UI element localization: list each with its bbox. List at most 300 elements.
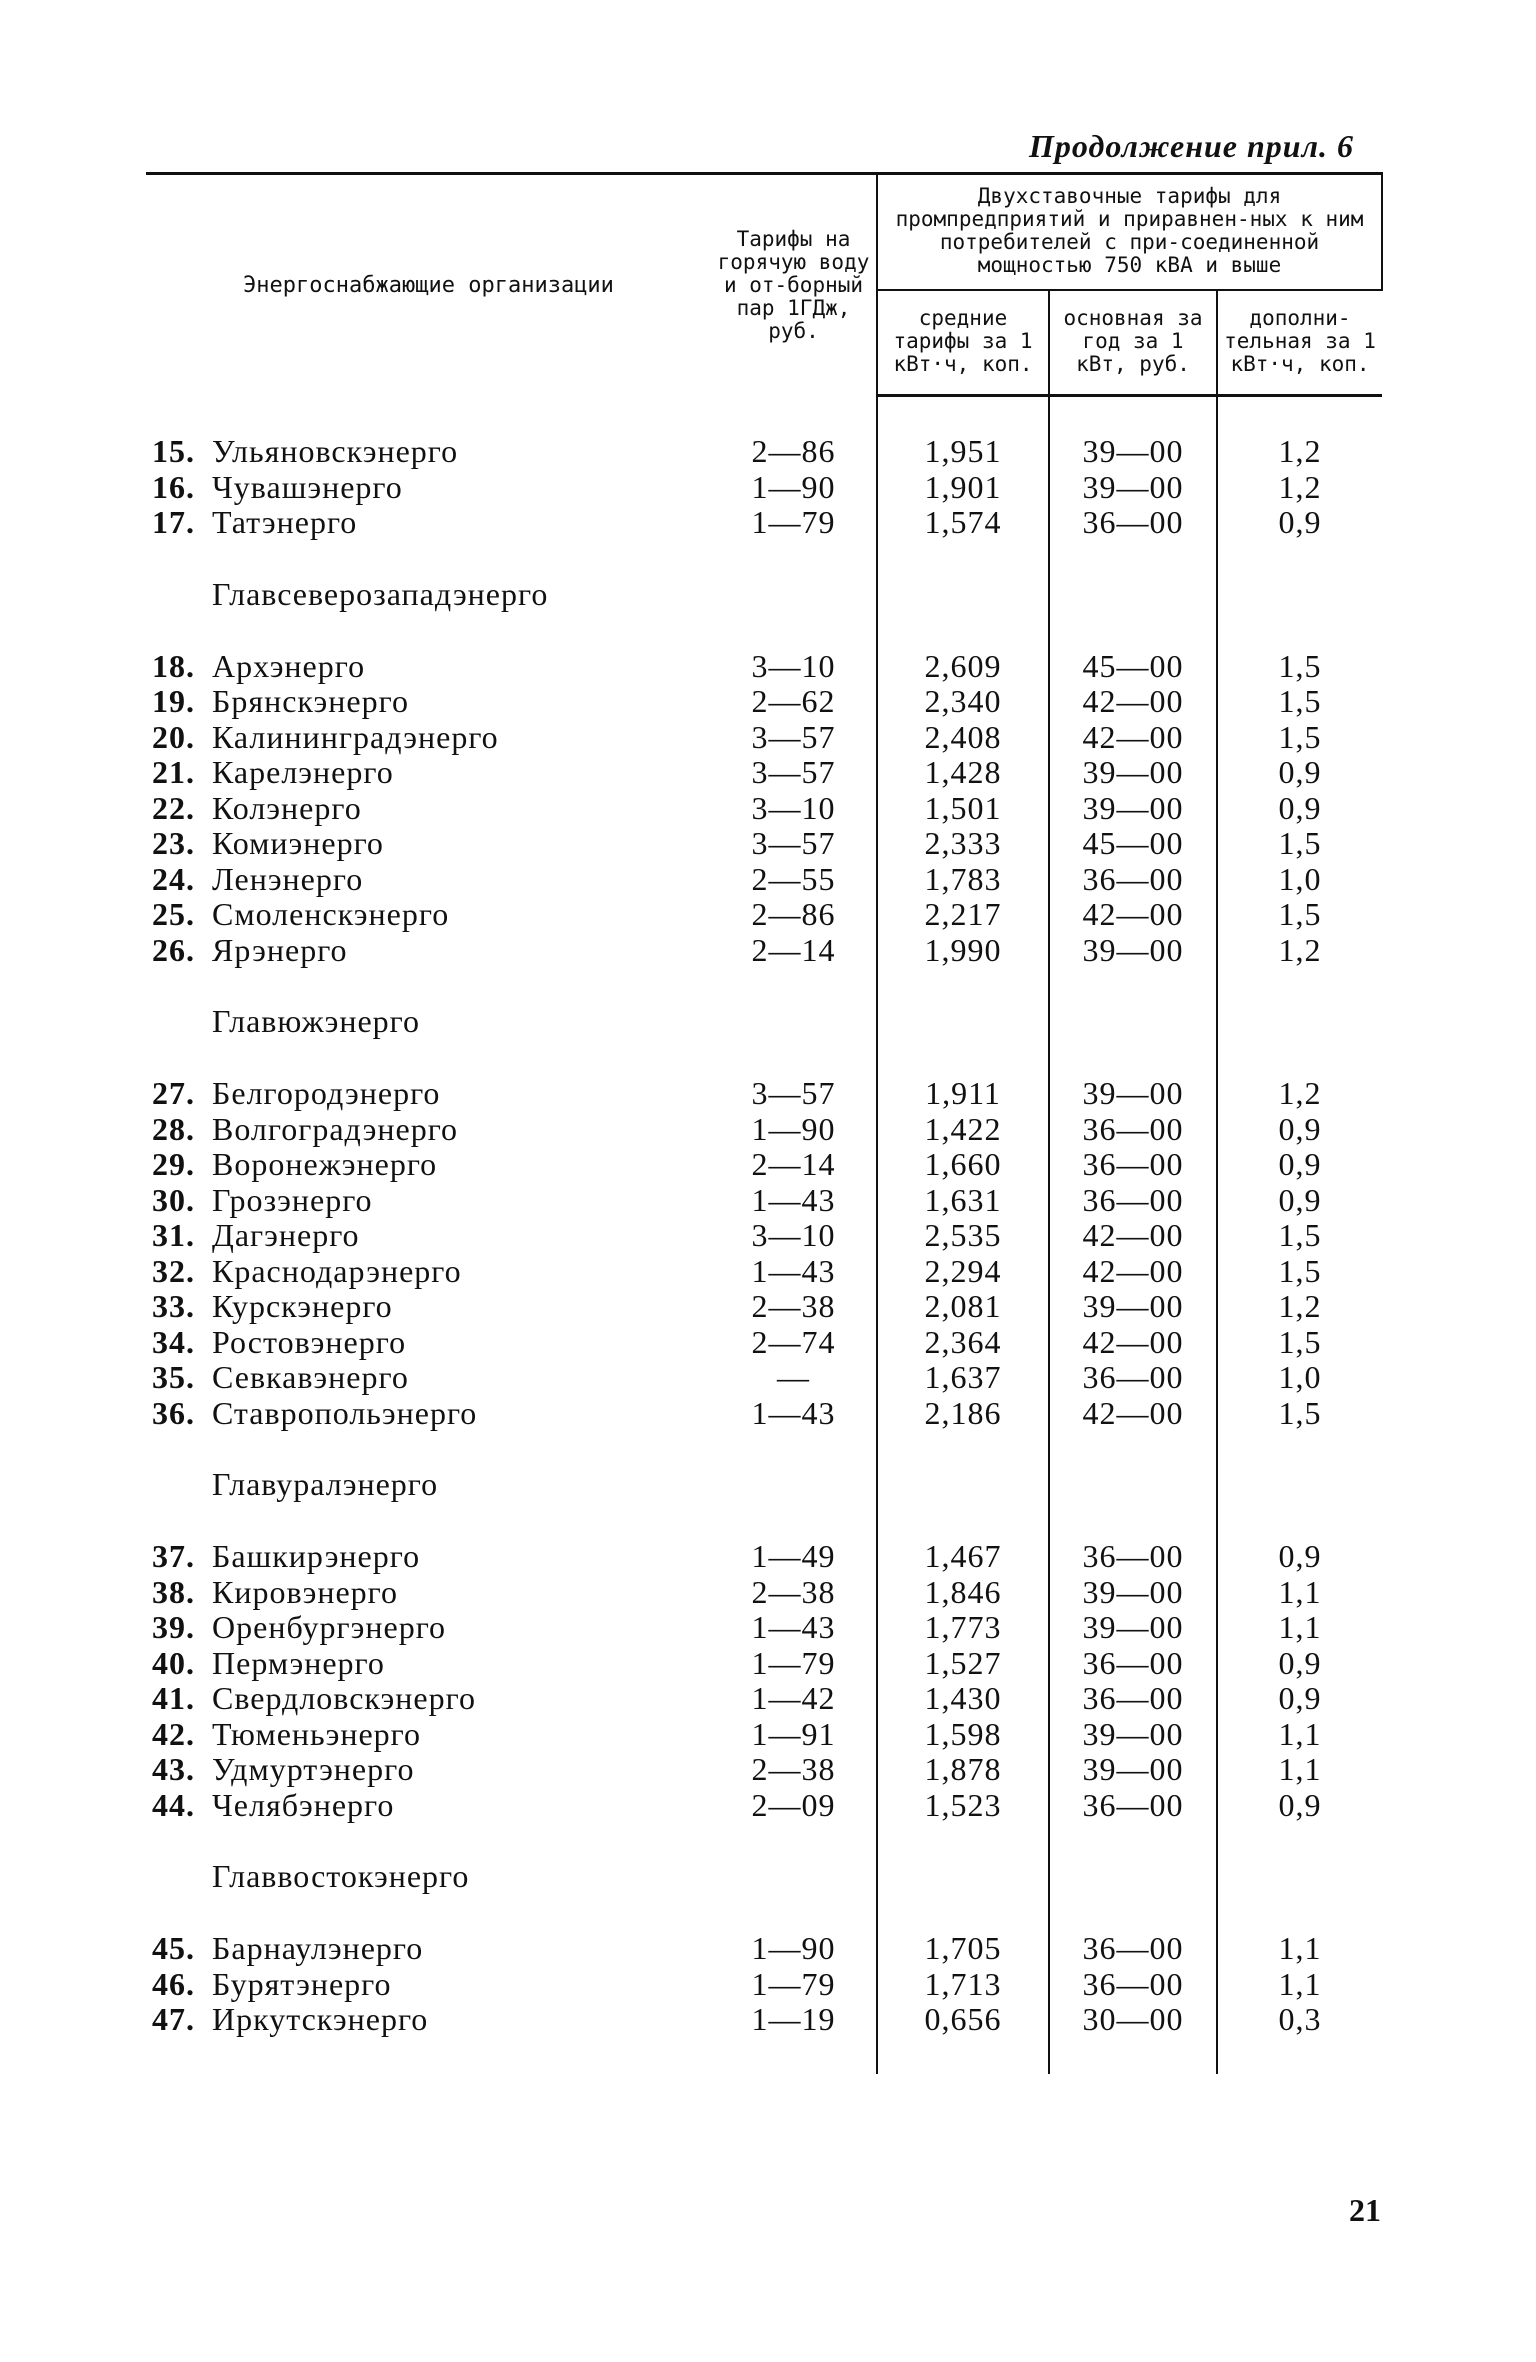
steam-tariff-cell: — bbox=[711, 1360, 877, 1396]
org-cell bbox=[146, 826, 711, 862]
additional-tariff-cell: 1,1 bbox=[1278, 1715, 1322, 1752]
steam-tariff-cell: 2—38 bbox=[711, 1289, 877, 1325]
table-row bbox=[146, 1218, 1382, 1254]
org-name: Ульяновскэнерго bbox=[212, 433, 459, 469]
table-row bbox=[146, 1183, 1382, 1219]
table-row bbox=[146, 755, 1382, 791]
avg-tariff-cell: 2,535 bbox=[877, 1218, 1049, 1254]
spacer-cell bbox=[877, 1895, 1049, 1931]
row-number: 35. bbox=[152, 1359, 195, 1395]
additional-tariff-cell: 1,5 bbox=[1278, 825, 1322, 861]
additional-tariff-cell: 0,9 bbox=[1278, 1680, 1322, 1716]
table-row bbox=[146, 1076, 1382, 1112]
org-cell bbox=[146, 1575, 711, 1611]
additional-tariff-cell: 0,9 bbox=[1278, 1110, 1322, 1147]
steam-tariff-cell: 2—86 bbox=[711, 897, 877, 933]
steam-tariff-cell: 1—90 bbox=[711, 470, 877, 506]
table-row bbox=[146, 1360, 1382, 1396]
row-number: 36. bbox=[152, 1394, 195, 1431]
basic-tariff-cell: 42—00 bbox=[1049, 1218, 1217, 1254]
additional-tariff-cell: 1,0 bbox=[1278, 1359, 1322, 1395]
steam-tariff-cell: 2—62 bbox=[711, 684, 877, 720]
spacer-cell bbox=[1217, 541, 1382, 577]
table-row bbox=[146, 1289, 1382, 1325]
spacer-cell bbox=[1217, 968, 1382, 1004]
basic-tariff-cell: 30—00 bbox=[1049, 2002, 1217, 2038]
additional-tariff-cell: 1,5 bbox=[1278, 896, 1322, 932]
steam-tariff-cell: 1—42 bbox=[711, 1681, 877, 1717]
spacer-cell bbox=[877, 2038, 1049, 2074]
row-number: 15. bbox=[152, 433, 195, 469]
spacer-cell bbox=[711, 613, 877, 649]
empty-cell bbox=[1217, 1859, 1382, 1895]
avg-tariff-cell: 2,081 bbox=[877, 1289, 1049, 1325]
org-name: Тюменьэнерго bbox=[212, 1715, 421, 1752]
additional-tariff-cell: 1,2 bbox=[1278, 468, 1322, 505]
empty-cell bbox=[1217, 577, 1382, 613]
org-cell bbox=[146, 2002, 711, 2038]
steam-tariff-cell: 1—43 bbox=[711, 1254, 877, 1290]
basic-tariff-cell: 39—00 bbox=[1049, 791, 1217, 827]
org-name: Башкирэнерго bbox=[212, 1538, 421, 1574]
additional-tariff-cell: 1,5 bbox=[1278, 683, 1322, 719]
additional-tariff-cell: 0,9 bbox=[1278, 1146, 1322, 1182]
spacer-cell bbox=[711, 1503, 877, 1539]
table-row bbox=[146, 1788, 1382, 1824]
org-cell bbox=[146, 1646, 711, 1682]
header-basic-tariff: основная за год за 1 кВт, руб. bbox=[1049, 290, 1217, 396]
row-number: 22. bbox=[152, 789, 195, 826]
avg-tariff-cell: 2,340 bbox=[877, 684, 1049, 720]
avg-tariff-cell: 1,911 bbox=[877, 1076, 1049, 1112]
additional-tariff-cell: 0,9 bbox=[1278, 1786, 1322, 1823]
table-row bbox=[146, 897, 1382, 933]
empty-cell bbox=[711, 1004, 877, 1040]
steam-tariff-cell: 2—09 bbox=[711, 1788, 877, 1824]
spacer-row bbox=[146, 2038, 1382, 2074]
table-row bbox=[146, 1325, 1382, 1361]
avg-tariff-cell: 1,467 bbox=[877, 1539, 1049, 1575]
empty-cell bbox=[711, 1467, 877, 1503]
additional-tariff-cell: 1,1 bbox=[1278, 1965, 1322, 2002]
row-number: 19. bbox=[152, 683, 195, 719]
spacer-row bbox=[146, 541, 1382, 577]
empty-cell bbox=[1049, 577, 1217, 613]
steam-tariff-cell: 3—57 bbox=[711, 826, 877, 862]
org-cell bbox=[146, 933, 711, 969]
empty-cell bbox=[1217, 1004, 1382, 1040]
row-number: 33. bbox=[152, 1288, 195, 1324]
org-cell bbox=[146, 1396, 711, 1432]
org-name: Курскэнерго bbox=[212, 1288, 393, 1324]
steam-tariff-cell: 1—19 bbox=[711, 2002, 877, 2038]
org-name: Удмуртэнерго bbox=[212, 1751, 415, 1787]
spacer-cell bbox=[711, 2038, 877, 2074]
org-name: Брянскэнерго bbox=[212, 683, 409, 719]
row-number: 46. bbox=[152, 1965, 195, 2002]
org-cell bbox=[146, 1788, 711, 1824]
table-body bbox=[146, 396, 1382, 2074]
row-number: 20. bbox=[152, 718, 195, 755]
spacer-cell bbox=[877, 396, 1049, 435]
spacer-cell bbox=[146, 1040, 711, 1076]
avg-tariff-cell: 2,364 bbox=[877, 1325, 1049, 1361]
row-number: 18. bbox=[152, 647, 195, 684]
empty-cell bbox=[1049, 1004, 1217, 1040]
row-number: 39. bbox=[152, 1609, 195, 1645]
table-row bbox=[146, 791, 1382, 827]
spacer-cell bbox=[877, 968, 1049, 1004]
empty-cell bbox=[711, 577, 877, 613]
basic-tariff-cell: 36—00 bbox=[1049, 1681, 1217, 1717]
steam-tariff-cell: 1—43 bbox=[711, 1396, 877, 1432]
row-number: 25. bbox=[152, 896, 195, 932]
org-name: Барнаулэнерго bbox=[212, 1930, 424, 1966]
org-name: Оренбургэнерго bbox=[212, 1609, 447, 1645]
row-number: 42. bbox=[152, 1715, 195, 1752]
additional-tariff-cell: 1,2 bbox=[1278, 931, 1322, 968]
steam-tariff-cell: 2—38 bbox=[711, 1752, 877, 1788]
basic-tariff-cell: 42—00 bbox=[1049, 897, 1217, 933]
org-cell bbox=[146, 434, 711, 470]
basic-tariff-cell: 45—00 bbox=[1049, 649, 1217, 685]
table-row bbox=[146, 684, 1382, 720]
avg-tariff-cell: 1,783 bbox=[877, 862, 1049, 898]
basic-tariff-cell: 39—00 bbox=[1049, 434, 1217, 470]
avg-tariff-cell: 1,574 bbox=[877, 505, 1049, 541]
table-row bbox=[146, 1254, 1382, 1290]
org-name: Калининградэнерго bbox=[212, 718, 499, 755]
additional-tariff-cell: 1,1 bbox=[1278, 1751, 1322, 1787]
spacer-cell bbox=[1217, 613, 1382, 649]
avg-tariff-cell: 0,656 bbox=[877, 2002, 1049, 2038]
spacer-cell bbox=[711, 1431, 877, 1467]
spacer-cell bbox=[146, 2038, 711, 2074]
row-number: 17. bbox=[152, 504, 195, 540]
avg-tariff-cell: 2,333 bbox=[877, 826, 1049, 862]
org-cell bbox=[146, 1539, 711, 1575]
basic-tariff-cell: 36—00 bbox=[1049, 1646, 1217, 1682]
avg-tariff-cell: 1,901 bbox=[877, 470, 1049, 506]
additional-tariff-cell: 1,1 bbox=[1278, 1573, 1322, 1610]
table-row bbox=[146, 505, 1382, 541]
empty-cell bbox=[877, 1467, 1049, 1503]
row-number: 28. bbox=[152, 1110, 195, 1147]
basic-tariff-cell: 36—00 bbox=[1049, 1147, 1217, 1183]
avg-tariff-cell: 1,430 bbox=[877, 1681, 1049, 1717]
spacer-cell bbox=[146, 968, 711, 1004]
spacer-cell bbox=[1049, 1823, 1217, 1859]
additional-tariff-cell: 0,9 bbox=[1278, 504, 1322, 540]
basic-tariff-cell: 42—00 bbox=[1049, 1396, 1217, 1432]
table-row bbox=[146, 720, 1382, 756]
table-row bbox=[146, 2002, 1382, 2038]
spacer-cell bbox=[877, 1431, 1049, 1467]
row-number: 44. bbox=[152, 1786, 195, 1823]
steam-tariff-cell: 2—86 bbox=[711, 434, 877, 470]
basic-tariff-cell: 36—00 bbox=[1049, 1112, 1217, 1148]
spacer-cell bbox=[146, 613, 711, 649]
spacer-cell bbox=[1049, 1503, 1217, 1539]
org-name: Ставропольэнерго bbox=[212, 1394, 478, 1431]
table-row bbox=[146, 1967, 1382, 2003]
header-two-part-tariffs: Двухставочные тарифы для промпредприятий и приравнен-ных к ним потребителей с при-соединенной мощностью 750 кВА и выше bbox=[877, 174, 1382, 291]
avg-tariff-cell: 1,660 bbox=[877, 1147, 1049, 1183]
table-row bbox=[146, 1752, 1382, 1788]
org-name: Белгородэнерго bbox=[212, 1075, 441, 1111]
spacer-cell bbox=[1049, 396, 1217, 435]
basic-tariff-cell: 36—00 bbox=[1049, 862, 1217, 898]
avg-tariff-cell: 1,878 bbox=[877, 1752, 1049, 1788]
spacer-cell bbox=[711, 1895, 877, 1931]
org-name: Краснодарэнерго bbox=[212, 1252, 462, 1289]
additional-tariff-cell: 0,9 bbox=[1278, 789, 1322, 826]
org-cell bbox=[146, 1610, 711, 1646]
row-number: 40. bbox=[152, 1644, 195, 1681]
avg-tariff-cell: 1,523 bbox=[877, 1788, 1049, 1824]
basic-tariff-cell: 42—00 bbox=[1049, 684, 1217, 720]
org-cell bbox=[146, 1931, 711, 1967]
steam-tariff-cell: 1—90 bbox=[711, 1931, 877, 1967]
header-org: Энергоснабжающие организации bbox=[146, 174, 711, 396]
steam-tariff-cell: 3—10 bbox=[711, 1218, 877, 1254]
org-name: Севкавэнерго bbox=[212, 1359, 409, 1395]
additional-tariff-cell: 0,9 bbox=[1278, 1181, 1322, 1218]
spacer-cell bbox=[877, 1040, 1049, 1076]
spacer-cell bbox=[1049, 1040, 1217, 1076]
empty-cell bbox=[711, 1859, 877, 1895]
org-cell bbox=[146, 1325, 711, 1361]
basic-tariff-cell: 39—00 bbox=[1049, 1575, 1217, 1611]
avg-tariff-cell: 2,609 bbox=[877, 649, 1049, 685]
group-heading: Главюжэнерго bbox=[212, 1003, 420, 1040]
table-row bbox=[146, 1575, 1382, 1611]
org-name: Челябэнерго bbox=[212, 1786, 395, 1823]
spacer-cell bbox=[1049, 613, 1217, 649]
basic-tariff-cell: 39—00 bbox=[1049, 1076, 1217, 1112]
avg-tariff-cell: 1,422 bbox=[877, 1112, 1049, 1148]
additional-tariff-cell: 0,9 bbox=[1278, 754, 1322, 790]
org-name: Ростовэнерго bbox=[212, 1323, 407, 1360]
row-number: 31. bbox=[152, 1217, 195, 1253]
org-cell bbox=[146, 1752, 711, 1788]
org-cell bbox=[146, 470, 711, 506]
spacer-row bbox=[146, 1895, 1382, 1931]
row-number: 27. bbox=[152, 1075, 195, 1111]
org-name: Комиэнерго bbox=[212, 825, 384, 861]
basic-tariff-cell: 39—00 bbox=[1049, 470, 1217, 506]
header-steam-tariff: Тарифы на горячую воду и от-борный пар 1ГДж, руб. bbox=[711, 174, 877, 396]
row-number: 16. bbox=[152, 468, 195, 505]
steam-tariff-cell: 1—43 bbox=[711, 1183, 877, 1219]
org-name: Карелэнерго bbox=[212, 754, 394, 790]
org-name: Бурятэнерго bbox=[212, 1965, 392, 2002]
spacer-cell bbox=[1217, 1823, 1382, 1859]
org-cell bbox=[146, 897, 711, 933]
spacer-cell bbox=[146, 1503, 711, 1539]
basic-tariff-cell: 39—00 bbox=[1049, 1752, 1217, 1788]
org-name: Кировэнерго bbox=[212, 1573, 398, 1610]
spacer-cell bbox=[1217, 1895, 1382, 1931]
table-row bbox=[146, 1646, 1382, 1682]
org-name: Свердловскэнерго bbox=[212, 1680, 476, 1716]
basic-tariff-cell: 39—00 bbox=[1049, 755, 1217, 791]
table-row bbox=[146, 1539, 1382, 1575]
spacer-cell bbox=[711, 968, 877, 1004]
row-number: 43. bbox=[152, 1751, 195, 1787]
additional-tariff-cell: 1,5 bbox=[1278, 1252, 1322, 1289]
row-number: 21. bbox=[152, 754, 195, 790]
additional-tariff-cell: 1,5 bbox=[1278, 647, 1322, 684]
empty-cell bbox=[1049, 1467, 1217, 1503]
org-name: Ярэнерго bbox=[212, 931, 348, 968]
spacer-cell bbox=[1049, 541, 1217, 577]
avg-tariff-cell: 1,637 bbox=[877, 1360, 1049, 1396]
org-name: Колэнерго bbox=[212, 789, 362, 826]
table-row bbox=[146, 1717, 1382, 1753]
avg-tariff-cell: 1,598 bbox=[877, 1717, 1049, 1753]
table-row bbox=[146, 1610, 1382, 1646]
spacer-cell bbox=[146, 541, 711, 577]
table-row bbox=[146, 1147, 1382, 1183]
additional-tariff-cell: 1,5 bbox=[1278, 1323, 1322, 1360]
org-name: Смоленскэнерго bbox=[212, 896, 450, 932]
avg-tariff-cell: 1,705 bbox=[877, 1931, 1049, 1967]
steam-tariff-cell: 1—79 bbox=[711, 1967, 877, 2003]
steam-tariff-cell: 2—14 bbox=[711, 933, 877, 969]
spacer-cell bbox=[711, 1040, 877, 1076]
spacer-cell bbox=[877, 613, 1049, 649]
table-row bbox=[146, 1396, 1382, 1432]
group-heading-row bbox=[146, 577, 1382, 613]
org-name: Ленэнерго bbox=[212, 860, 364, 897]
spacer-cell bbox=[1217, 1431, 1382, 1467]
row-number: 30. bbox=[152, 1181, 195, 1218]
org-cell bbox=[146, 1289, 711, 1325]
org-cell bbox=[146, 791, 711, 827]
org-cell bbox=[146, 1147, 711, 1183]
row-number: 41. bbox=[152, 1680, 195, 1716]
table-row bbox=[146, 1931, 1382, 1967]
additional-tariff-cell: 1,0 bbox=[1278, 860, 1322, 897]
steam-tariff-cell: 2—74 bbox=[711, 1325, 877, 1361]
org-cell bbox=[146, 1360, 711, 1396]
spacer-row bbox=[146, 396, 1382, 435]
additional-tariff-cell: 1,2 bbox=[1278, 1075, 1322, 1111]
group-heading-row bbox=[146, 1859, 1382, 1895]
basic-tariff-cell: 36—00 bbox=[1049, 1360, 1217, 1396]
basic-tariff-cell: 36—00 bbox=[1049, 1788, 1217, 1824]
org-cell bbox=[146, 1967, 711, 2003]
row-number: 29. bbox=[152, 1146, 195, 1182]
additional-tariff-cell: 1,2 bbox=[1278, 1288, 1322, 1324]
additional-tariff-cell: 1,1 bbox=[1278, 1930, 1322, 1966]
org-cell bbox=[146, 755, 711, 791]
spacer-row bbox=[146, 613, 1382, 649]
spacer-row bbox=[146, 1431, 1382, 1467]
header-avg-tariff: средние тарифы за 1 кВт·ч, коп. bbox=[877, 290, 1049, 396]
additional-tariff-cell: 1,5 bbox=[1278, 718, 1322, 755]
basic-tariff-cell: 36—00 bbox=[1049, 1967, 1217, 2003]
table-row bbox=[146, 649, 1382, 685]
row-number: 47. bbox=[152, 2001, 195, 2037]
avg-tariff-cell: 2,217 bbox=[877, 897, 1049, 933]
row-number: 32. bbox=[152, 1252, 195, 1289]
org-cell bbox=[146, 1218, 711, 1254]
tariff-table bbox=[146, 172, 1383, 2074]
empty-cell bbox=[877, 1859, 1049, 1895]
avg-tariff-cell: 1,773 bbox=[877, 1610, 1049, 1646]
org-name: Иркутскэнерго bbox=[212, 2001, 429, 2037]
group-heading: Главвостокэнерго bbox=[212, 1858, 470, 1895]
table-row bbox=[146, 862, 1382, 898]
table-row bbox=[146, 826, 1382, 862]
spacer-cell bbox=[1049, 968, 1217, 1004]
steam-tariff-cell: 2—14 bbox=[711, 1147, 877, 1183]
avg-tariff-cell: 2,294 bbox=[877, 1254, 1049, 1290]
table-row bbox=[146, 1112, 1382, 1148]
basic-tariff-cell: 36—00 bbox=[1049, 1183, 1217, 1219]
row-number: 34. bbox=[152, 1323, 195, 1360]
avg-tariff-cell: 1,631 bbox=[877, 1183, 1049, 1219]
spacer-cell bbox=[1217, 396, 1382, 435]
basic-tariff-cell: 36—00 bbox=[1049, 505, 1217, 541]
avg-tariff-cell: 1,846 bbox=[877, 1575, 1049, 1611]
empty-cell bbox=[877, 577, 1049, 613]
continuation-caption: Продолжение прил. 6 bbox=[1029, 128, 1354, 164]
org-name: Волгоградэнерго bbox=[212, 1110, 459, 1147]
spacer-cell bbox=[1049, 1431, 1217, 1467]
org-cell bbox=[146, 684, 711, 720]
steam-tariff-cell: 1—49 bbox=[711, 1539, 877, 1575]
spacer-cell bbox=[877, 1503, 1049, 1539]
org-cell bbox=[146, 1717, 711, 1753]
table-row bbox=[146, 470, 1382, 506]
spacer-cell bbox=[1217, 2038, 1382, 2074]
group-heading-row bbox=[146, 1004, 1382, 1040]
basic-tariff-cell: 39—00 bbox=[1049, 1289, 1217, 1325]
basic-tariff-cell: 36—00 bbox=[1049, 1931, 1217, 1967]
basic-tariff-cell: 42—00 bbox=[1049, 720, 1217, 756]
additional-tariff-cell: 1,2 bbox=[1278, 433, 1322, 469]
basic-tariff-cell: 45—00 bbox=[1049, 826, 1217, 862]
spacer-cell bbox=[146, 396, 711, 435]
basic-tariff-cell: 36—00 bbox=[1049, 1539, 1217, 1575]
steam-tariff-cell: 1—90 bbox=[711, 1112, 877, 1148]
avg-tariff-cell: 2,186 bbox=[877, 1396, 1049, 1432]
spacer-cell bbox=[1217, 1503, 1382, 1539]
additional-tariff-cell: 1,5 bbox=[1278, 1394, 1322, 1431]
spacer-cell bbox=[711, 541, 877, 577]
spacer-cell bbox=[1049, 1895, 1217, 1931]
org-cell bbox=[146, 649, 711, 685]
row-number: 23. bbox=[152, 825, 195, 861]
basic-tariff-cell: 39—00 bbox=[1049, 1717, 1217, 1753]
avg-tariff-cell: 1,428 bbox=[877, 755, 1049, 791]
org-cell bbox=[146, 505, 711, 541]
avg-tariff-cell: 1,951 bbox=[877, 434, 1049, 470]
steam-tariff-cell: 3—10 bbox=[711, 791, 877, 827]
empty-cell bbox=[877, 1004, 1049, 1040]
spacer-cell bbox=[877, 1823, 1049, 1859]
row-number: 45. bbox=[152, 1930, 195, 1966]
additional-tariff-cell: 1,1 bbox=[1278, 1609, 1322, 1645]
org-cell bbox=[146, 1681, 711, 1717]
group-heading: Главсеверозападэнерго bbox=[212, 575, 549, 612]
spacer-cell bbox=[146, 1895, 711, 1931]
org-cell bbox=[146, 1112, 711, 1148]
org-name: Грозэнерго bbox=[212, 1181, 373, 1218]
